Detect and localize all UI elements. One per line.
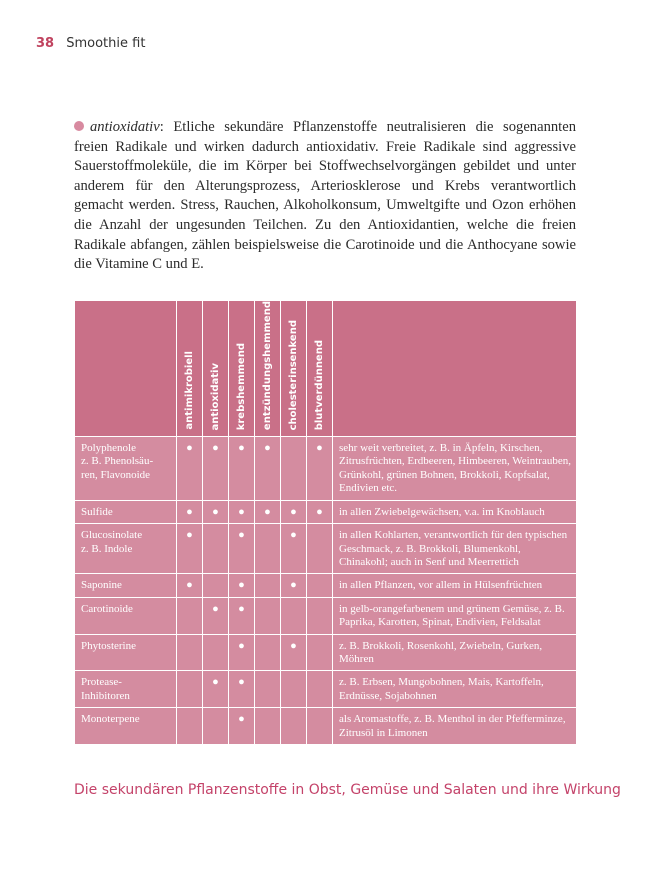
substance-name: Phytosterine	[75, 634, 177, 671]
column-label: krebshemmend	[236, 342, 247, 431]
effect-dot-icon: ●	[238, 579, 245, 592]
effect-cell	[203, 597, 229, 634]
effect-dot-icon: ●	[238, 713, 245, 726]
effect-cell	[307, 437, 333, 501]
effect-dot-icon: ●	[212, 676, 219, 689]
table-row	[75, 708, 577, 745]
occurrence-note: z. B. Brokkoli, Rosenkohl, Zwiebeln, Gurken, Möhren	[333, 634, 577, 671]
table-row	[75, 597, 577, 634]
effect-dot-icon: ●	[186, 442, 193, 455]
effect-cell	[255, 574, 281, 597]
effect-dot-icon: ●	[264, 505, 271, 518]
effect-cell	[281, 671, 307, 708]
column-header	[281, 301, 307, 437]
occurrence-note: in allen Pflanzen, vor allem in Hülsenfrüchten	[333, 574, 577, 597]
effect-dot-icon: ●	[290, 579, 297, 592]
effect-cell	[177, 634, 203, 671]
column-label: cholesterinsenkend	[288, 319, 299, 431]
effect-cell	[177, 597, 203, 634]
effect-dot-icon: ●	[212, 505, 219, 518]
effect-cell	[203, 500, 229, 523]
substance-name: Polyphenole z. B. Phenolsäu- ren, Flavonoide	[75, 437, 177, 501]
substance-name: Monoterpene	[75, 708, 177, 745]
effect-cell	[177, 500, 203, 523]
effect-cell	[255, 634, 281, 671]
column-header	[203, 301, 229, 437]
effect-cell	[203, 524, 229, 574]
effect-cell	[229, 437, 255, 501]
effect-cell	[255, 437, 281, 501]
table-row	[75, 437, 577, 501]
bullet-icon	[74, 121, 84, 131]
effect-cell	[177, 671, 203, 708]
effect-cell	[203, 708, 229, 745]
table-row	[75, 671, 577, 708]
effect-cell	[281, 597, 307, 634]
occurrence-note: als Aromastoffe, z. B. Menthol in der Pfefferminze, Zitrusöl in Limonen	[333, 708, 577, 745]
header-name-cell	[75, 301, 177, 437]
effect-cell	[177, 437, 203, 501]
substance-name: Saponine	[75, 574, 177, 597]
effect-dot-icon: ●	[290, 505, 297, 518]
effect-dot-icon: ●	[290, 639, 297, 652]
effect-dot-icon: ●	[238, 676, 245, 689]
effect-cell	[255, 708, 281, 745]
effect-cell	[255, 524, 281, 574]
substance-name: Protease- Inhibitoren	[75, 671, 177, 708]
effect-dot-icon: ●	[186, 505, 193, 518]
effect-cell	[203, 574, 229, 597]
column-header	[177, 301, 203, 437]
table-row	[75, 500, 577, 523]
occurrence-note: z. B. Erbsen, Mungobohnen, Mais, Kartoffeln, Erdnüsse, Sojabohnen	[333, 671, 577, 708]
effect-cell	[229, 708, 255, 745]
column-label: antioxidativ	[210, 362, 221, 431]
table-caption: Die sekundären Pflanzenstoffe in Obst, Gemüse und Salaten und ihre Wirkung	[74, 782, 621, 798]
column-label: blutverdünnend	[314, 339, 325, 431]
occurrence-note: in allen Zwiebelgewächsen, v.a. im Knoblauch	[333, 500, 577, 523]
running-header	[36, 36, 145, 51]
effect-cell	[177, 524, 203, 574]
effect-cell	[307, 634, 333, 671]
header-note-cell	[333, 301, 577, 437]
substance-name: Carotinoide	[75, 597, 177, 634]
effect-dot-icon: ●	[186, 529, 193, 542]
effect-cell	[177, 708, 203, 745]
effect-cell	[307, 597, 333, 634]
effect-cell	[307, 708, 333, 745]
effect-dot-icon: ●	[264, 442, 271, 455]
occurrence-note: in allen Kohlarten, verantwortlich für den typischen Geschmack, z. B. Brokkoli, Blumenkohl, Chinakohl; auch in Senf und Meerrettich	[333, 524, 577, 574]
body-paragraph	[74, 118, 576, 275]
effect-dot-icon: ●	[316, 442, 323, 455]
column-header	[229, 301, 255, 437]
page-number: 38	[36, 36, 55, 51]
effect-cell	[229, 634, 255, 671]
effect-cell	[203, 671, 229, 708]
effect-dot-icon: ●	[238, 529, 245, 542]
effect-cell	[255, 671, 281, 708]
effect-cell	[203, 634, 229, 671]
effect-dot-icon: ●	[212, 602, 219, 615]
column-label: entzündungshemmend	[262, 301, 273, 431]
effect-cell	[307, 574, 333, 597]
effect-cell	[229, 500, 255, 523]
effect-cell	[281, 500, 307, 523]
effect-cell	[307, 671, 333, 708]
effect-cell	[177, 574, 203, 597]
effect-cell	[281, 708, 307, 745]
book-title: Smoothie fit	[66, 36, 146, 51]
occurrence-note: in gelb-orangefarbenem und grünem Gemüse, z. B. Paprika, Karotten, Spinat, Endivien, Feldsalat	[333, 597, 577, 634]
effect-cell	[229, 597, 255, 634]
effect-cell	[281, 574, 307, 597]
effect-dot-icon: ●	[238, 639, 245, 652]
table-body	[75, 437, 577, 745]
effect-cell	[229, 574, 255, 597]
effect-dot-icon: ●	[238, 442, 245, 455]
effect-dot-icon: ●	[212, 442, 219, 455]
effect-dot-icon: ●	[316, 505, 323, 518]
paragraph-text: : Etliche sekundäre Pflanzenstoffe neutralisieren die sogenannten freien Radikale und wirken dadurch antioxidativ. Freie Radikale sind aggressive Sauerstoffmoleküle, die im Körper bei Stoffwechselvorgängen gebildet und unter anderem für den Alterungsprozess, Arteriosklerose und Krebs verantwortlich gemacht werden. Stress, Rauchen, Alkoholkonsum, Umweltgifte und Ozon erhöhen die Anzahl der ungesunden Teilchen. Zu den Antioxidantien, welche die freien Radikale abfangen, zählen beispielsweise die Carotinoide und die Anthocyane sowie die Vitamine C und E.	[74, 119, 576, 273]
table-row	[75, 574, 577, 597]
effect-cell	[203, 437, 229, 501]
table-row	[75, 524, 577, 574]
column-header	[255, 301, 281, 437]
occurrence-note: sehr weit verbreitet, z. B. in Äpfeln, Kirschen, Zitrusfrüchten, Erdbeeren, Himbeeren, Weintrauben, Grünkohl, grünen Bohnen, Brokkoli, Kopfsalat, Endivien etc.	[333, 437, 577, 501]
column-header	[307, 301, 333, 437]
effect-cell	[281, 524, 307, 574]
effect-dot-icon: ●	[290, 529, 297, 542]
substance-name: Glucosinolate z. B. Indole	[75, 524, 177, 574]
effect-dot-icon: ●	[238, 602, 245, 615]
phytochemicals-table	[74, 300, 577, 745]
table-row	[75, 634, 577, 671]
column-label: antimikrobiell	[184, 351, 195, 431]
term-antioxidativ: antioxidativ	[90, 119, 160, 135]
effect-cell	[307, 500, 333, 523]
effect-cell	[307, 524, 333, 574]
effect-cell	[281, 437, 307, 501]
effect-dot-icon: ●	[238, 505, 245, 518]
table-header-row	[75, 301, 577, 437]
substance-name: Sulfide	[75, 500, 177, 523]
effect-cell	[281, 634, 307, 671]
effect-cell	[229, 671, 255, 708]
effect-cell	[255, 597, 281, 634]
effect-cell	[229, 524, 255, 574]
effect-dot-icon: ●	[186, 579, 193, 592]
effect-cell	[255, 500, 281, 523]
